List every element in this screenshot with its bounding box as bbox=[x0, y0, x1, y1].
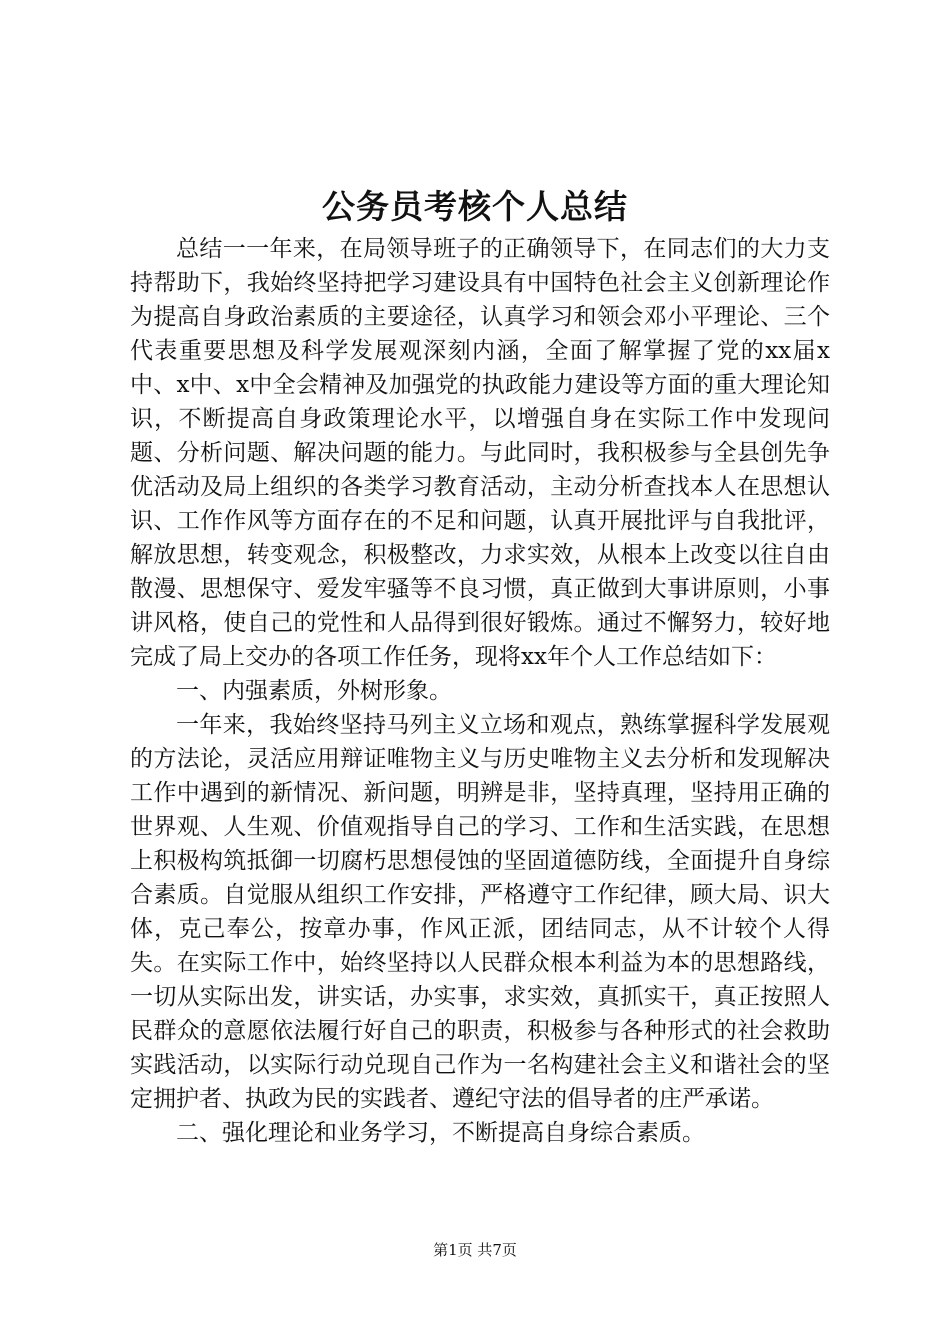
paragraph-section-1: 一年来，我始终坚持马列主义立场和观点，熟练掌握科学发展观的方法论，灵活应用辩证唯物主义与历史唯物主义去分析和发现解决工作中遇到的新情况、新问题，明辨是非，坚持真理，坚持用正确的世界观、人生观、价值观指导自己的学习、工作和生活实践，在思想上积极构筑抵御一切腐朽思想侵蚀的坚固道德防线，全面提升自身综合素质。自觉服从组织工作安排，严格遵守工作纪律，顾大局、识大体，克己奉公，按章办事，作风正派，团结同志，从不计较个人得失。在实际工作中，始终坚持以人民群众根本利益为本的思想路线，一切从实际出发，讲实话，办实事，求实效，真抓实干，真正按照人民群众的意愿依法履行好自己的职责，积极参与各种形式的社会救助实践活动，以实际行动兑现自己作为一名构建社会主义和谐社会的坚定拥护者、执政为民的实践者、遵纪守法的倡导者的庄严承诺。 bbox=[130, 712, 830, 1112]
document-body bbox=[130, 232, 830, 1150]
paragraph-intro: 总结一一年来，在局领导班子的正确领导下，在同志们的大力支持帮助下，我始终坚持把学习建设具有中国特色社会主义创新理论作为提高自身政治素质的主要途径，认真学习和领会邓小平理论、三个代表重要思想及科学发展观深刻内涵，全面了解掌握了党的xx届x中、x中、x中全会精神及加强党的执政能力建设等方面的重大理论知识，不断提高自身政策理论水平，以增强自身在实际工作中发现问题、分析问题、解决问题的能力。与此同时，我积极参与全县创先争优活动及局上组织的各类学习教育活动，主动分析查找本人在思想认识、工作作风等方面存在的不足和问题，认真开展批评与自我批评，解放思想，转变观念，积极整改，力求实效，从根本上改变以往自由散漫、思想保守、爱发牢骚等不良习惯，真正做到大事讲原则，小事讲风格，使自己的党性和人品得到很好锻炼。通过不懈努力，较好地完成了局上交办的各项工作任务，现将xx年个人工作总结如下： bbox=[130, 236, 830, 670]
page-footer: 第1页 共7页 bbox=[433, 1241, 517, 1259]
section-heading-2: 二、强化理论和业务学习，不断提高自身综合素质。 bbox=[176, 1120, 705, 1146]
section-heading-1: 一、内强素质，外树形象。 bbox=[176, 678, 452, 704]
document-title: 公务员考核个人总结 bbox=[322, 187, 628, 226]
